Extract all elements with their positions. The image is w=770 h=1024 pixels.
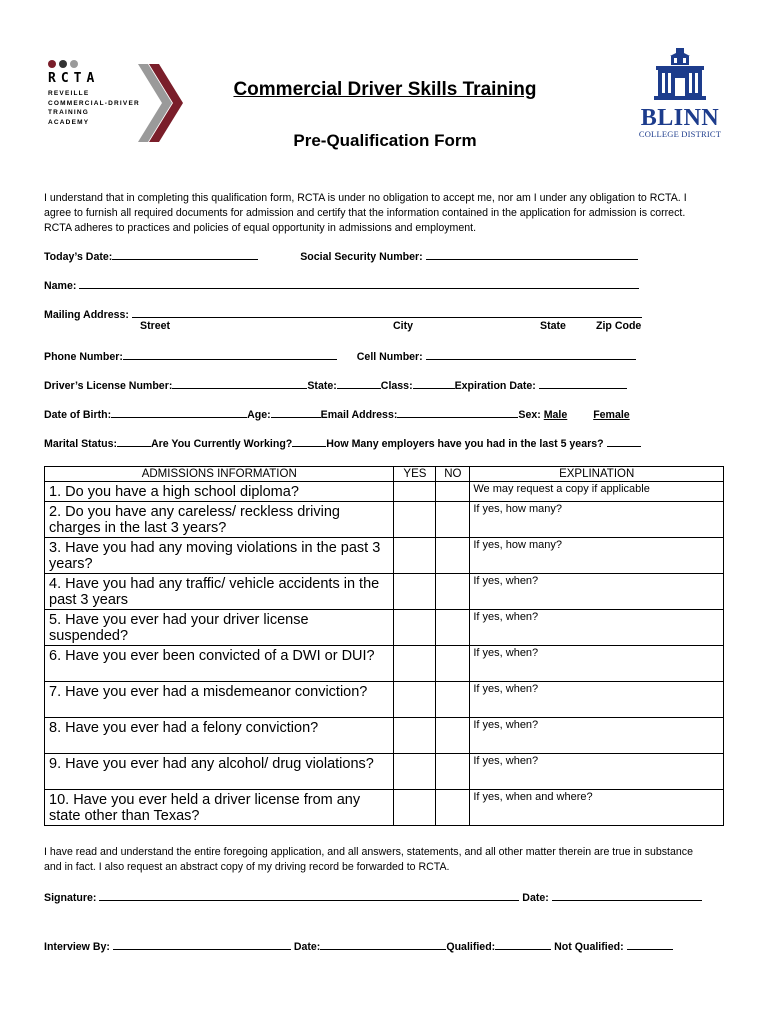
explanation-cell[interactable]: If yes, when? xyxy=(470,682,724,718)
rcta-logo-subtitle: REVEILLE COMMERCIAL-DRIVER TRAINING ACADEMY xyxy=(48,90,140,126)
ssn-field[interactable] xyxy=(426,248,638,260)
question-text: Have you ever had any alcohol/ drug violations? xyxy=(65,756,374,772)
table-row xyxy=(45,718,724,754)
no-checkbox-cell[interactable] xyxy=(436,610,470,646)
question-number: 2. xyxy=(49,504,62,520)
question-cell xyxy=(45,482,394,502)
header-yes: YES xyxy=(394,467,436,482)
yes-checkbox-cell[interactable] xyxy=(394,718,436,754)
no-checkbox-cell[interactable] xyxy=(436,574,470,610)
logo-dot xyxy=(59,60,67,68)
question-cell xyxy=(45,718,394,754)
no-checkbox-cell[interactable] xyxy=(436,682,470,718)
question-text: Have you had any moving violations in the past 3 years? xyxy=(49,540,381,572)
question-text: Have you ever held a driver license from any state other than Texas? xyxy=(49,792,361,824)
explanation-cell[interactable]: If yes, when? xyxy=(470,718,724,754)
todays-date-label: Today’s Date: xyxy=(44,251,113,263)
expiration-label: Expiration Date: xyxy=(454,380,536,392)
table-row xyxy=(45,538,724,574)
interview-field[interactable] xyxy=(113,938,291,950)
explanation-cell[interactable]: If yes, when? xyxy=(470,754,724,790)
row-name xyxy=(44,277,639,292)
interview-label: Interview By: xyxy=(44,941,110,953)
qualified-field[interactable] xyxy=(495,938,551,950)
table-row xyxy=(45,646,724,682)
admissions-table xyxy=(44,466,724,826)
header-admissions-info: ADMISSIONS INFORMATION xyxy=(45,467,394,482)
no-checkbox-cell[interactable] xyxy=(436,646,470,682)
age-field[interactable] xyxy=(271,406,321,418)
employers-label: How Many employers have you had in the last 5 years? xyxy=(326,438,604,450)
employers-field[interactable] xyxy=(607,435,641,447)
table-row xyxy=(45,482,724,502)
name-label: Name: xyxy=(44,280,77,292)
dl-class-field[interactable] xyxy=(413,377,455,389)
question-cell xyxy=(45,502,394,538)
explanation-cell[interactable]: If yes, how many? xyxy=(470,538,724,574)
phone-field[interactable] xyxy=(123,348,337,360)
rcta-logo-name: RCTA xyxy=(48,71,100,86)
explanation-cell[interactable]: If yes, how many? xyxy=(470,502,724,538)
yes-checkbox-cell[interactable] xyxy=(394,482,436,502)
question-cell xyxy=(45,790,394,826)
ssn-label: Social Security Number: xyxy=(300,251,423,263)
todays-date-field[interactable] xyxy=(112,248,258,260)
yes-checkbox-cell[interactable] xyxy=(394,646,436,682)
header-explanation: EXPLINATION xyxy=(470,467,724,482)
no-checkbox-cell[interactable] xyxy=(436,790,470,826)
question-cell xyxy=(45,754,394,790)
yes-checkbox-cell[interactable] xyxy=(394,754,436,790)
question-cell xyxy=(45,538,394,574)
table-row xyxy=(45,610,724,646)
signature-date-field[interactable] xyxy=(552,889,702,901)
question-text: Have you ever been convicted of a DWI or DUI? xyxy=(65,648,375,664)
interview-date-field[interactable] xyxy=(320,938,446,950)
logo-dot xyxy=(48,60,56,68)
street-caption: Street xyxy=(140,320,171,332)
explanation-cell[interactable]: If yes, when and where? xyxy=(470,790,724,826)
row-phone xyxy=(44,348,636,363)
yes-checkbox-cell[interactable] xyxy=(394,682,436,718)
table-row xyxy=(45,502,724,538)
no-checkbox-cell[interactable] xyxy=(436,718,470,754)
working-field[interactable] xyxy=(292,435,326,447)
expiration-field[interactable] xyxy=(539,377,627,389)
row-signature xyxy=(44,889,702,904)
blinn-logo-name: BLINN xyxy=(640,105,720,131)
not-qualified-field[interactable] xyxy=(627,938,673,950)
closing-statement: I have read and understand the entire foregoing application, and all answers, statements, and all other matter therein are true in substance and in fact. I also request an abstract copy of my driving record be forwarded to RCTA. xyxy=(44,846,693,873)
cell-field[interactable] xyxy=(426,348,636,360)
question-number: 8. xyxy=(49,720,62,736)
question-number: 3. xyxy=(49,540,62,556)
no-checkbox-cell[interactable] xyxy=(436,502,470,538)
blinn-logo-subtitle: COLLEGE DISTRICT xyxy=(638,129,722,139)
dl-number-field[interactable] xyxy=(172,377,307,389)
signature-field[interactable] xyxy=(99,889,519,901)
age-label: Age: xyxy=(247,409,271,421)
explanation-cell[interactable]: If yes, when? xyxy=(470,574,724,610)
question-cell xyxy=(45,610,394,646)
city-caption: City xyxy=(393,320,414,332)
yes-checkbox-cell[interactable] xyxy=(394,610,436,646)
dl-number-label: Driver’s License Number: xyxy=(44,380,173,392)
question-number: 1. xyxy=(49,484,62,500)
table-row xyxy=(45,574,724,610)
header-no: NO xyxy=(436,467,470,482)
form-subtitle: Pre-Qualification Form xyxy=(293,131,477,150)
interview-date-label: Date: xyxy=(293,941,321,953)
row-interview xyxy=(44,938,673,953)
question-number: 6. xyxy=(49,648,62,664)
question-cell xyxy=(45,574,394,610)
question-number: 10. xyxy=(49,792,70,808)
row-date-ssn xyxy=(44,248,638,263)
no-checkbox-cell[interactable] xyxy=(436,538,470,574)
email-label: Email Address: xyxy=(320,409,398,421)
question-text: Do you have any careless/ reckless driving charges in the last 3 years? xyxy=(49,504,340,536)
mailing-address-field[interactable] xyxy=(132,306,642,318)
not-qualified-label: Not Qualified: xyxy=(554,941,624,953)
question-text: Do you have a high school diploma? xyxy=(65,484,299,500)
question-number: 4. xyxy=(49,576,62,592)
explanation-cell[interactable]: We may request a copy if applicable xyxy=(470,482,724,502)
yes-checkbox-cell[interactable] xyxy=(394,538,436,574)
phone-label: Phone Number: xyxy=(44,351,123,363)
logo-dot xyxy=(70,60,78,68)
form-title: Commercial Driver Skills Training xyxy=(233,79,537,100)
signature-date-label: Date: xyxy=(522,892,549,904)
question-text: Have you ever had a misdemeanor conviction? xyxy=(65,684,368,700)
state-caption: State xyxy=(540,320,566,332)
yes-checkbox-cell[interactable] xyxy=(394,574,436,610)
yes-checkbox-cell[interactable] xyxy=(394,502,436,538)
yes-checkbox-cell[interactable] xyxy=(394,790,436,826)
row-mailing-address xyxy=(44,306,642,321)
sex-female-option[interactable]: Female xyxy=(593,409,630,421)
question-text: Have you had any traffic/ vehicle accidents in the past 3 years xyxy=(49,576,380,608)
working-label: Are You Currently Working? xyxy=(151,438,293,450)
dl-class-label: Class: xyxy=(380,380,413,392)
question-number: 5. xyxy=(49,612,62,628)
table-row xyxy=(45,790,724,826)
explanation-cell[interactable]: If yes, when? xyxy=(470,610,724,646)
dob-label: Date of Birth: xyxy=(44,409,112,421)
question-number: 9. xyxy=(49,756,62,772)
question-cell xyxy=(45,646,394,682)
email-field[interactable] xyxy=(397,406,518,418)
row-marital xyxy=(44,435,641,450)
marital-field[interactable] xyxy=(117,435,151,447)
no-checkbox-cell[interactable] xyxy=(436,482,470,502)
question-text: Have you ever had your driver license suspended? xyxy=(49,612,309,644)
dl-state-label: State: xyxy=(307,380,337,392)
zip-caption: Zip Code xyxy=(596,320,642,332)
no-checkbox-cell[interactable] xyxy=(436,754,470,790)
qualified-label: Qualified: xyxy=(446,941,496,953)
marital-label: Marital Status: xyxy=(44,438,117,450)
signature-label: Signature: xyxy=(44,892,97,904)
table-row xyxy=(45,754,724,790)
table-header-row xyxy=(45,467,724,482)
row-dob xyxy=(44,406,630,421)
mailing-address-label: Mailing Address: xyxy=(44,309,129,321)
intro-paragraph: I understand that in completing this qualification form, RCTA is under no obligation to accept me, nor am I under any obligation to RCTA. I agree to furnish all required documents for admission and certify that the information contained in the application for admission is correct. RCTA adheres to practices and policies of equal opportunity in admissions and employment. xyxy=(44,192,687,234)
sex-label: Sex: xyxy=(518,409,541,421)
dl-state-field[interactable] xyxy=(337,377,381,389)
explanation-cell[interactable]: If yes, when? xyxy=(470,646,724,682)
question-text: Have you ever had a felony conviction? xyxy=(65,720,319,736)
question-number: 7. xyxy=(49,684,62,700)
table-row xyxy=(45,682,724,718)
sex-male-option[interactable]: Male xyxy=(543,409,568,421)
name-field[interactable] xyxy=(79,277,639,289)
cell-label: Cell Number: xyxy=(356,351,423,363)
question-cell xyxy=(45,682,394,718)
dob-field[interactable] xyxy=(111,406,247,418)
row-drivers-license xyxy=(44,377,627,392)
